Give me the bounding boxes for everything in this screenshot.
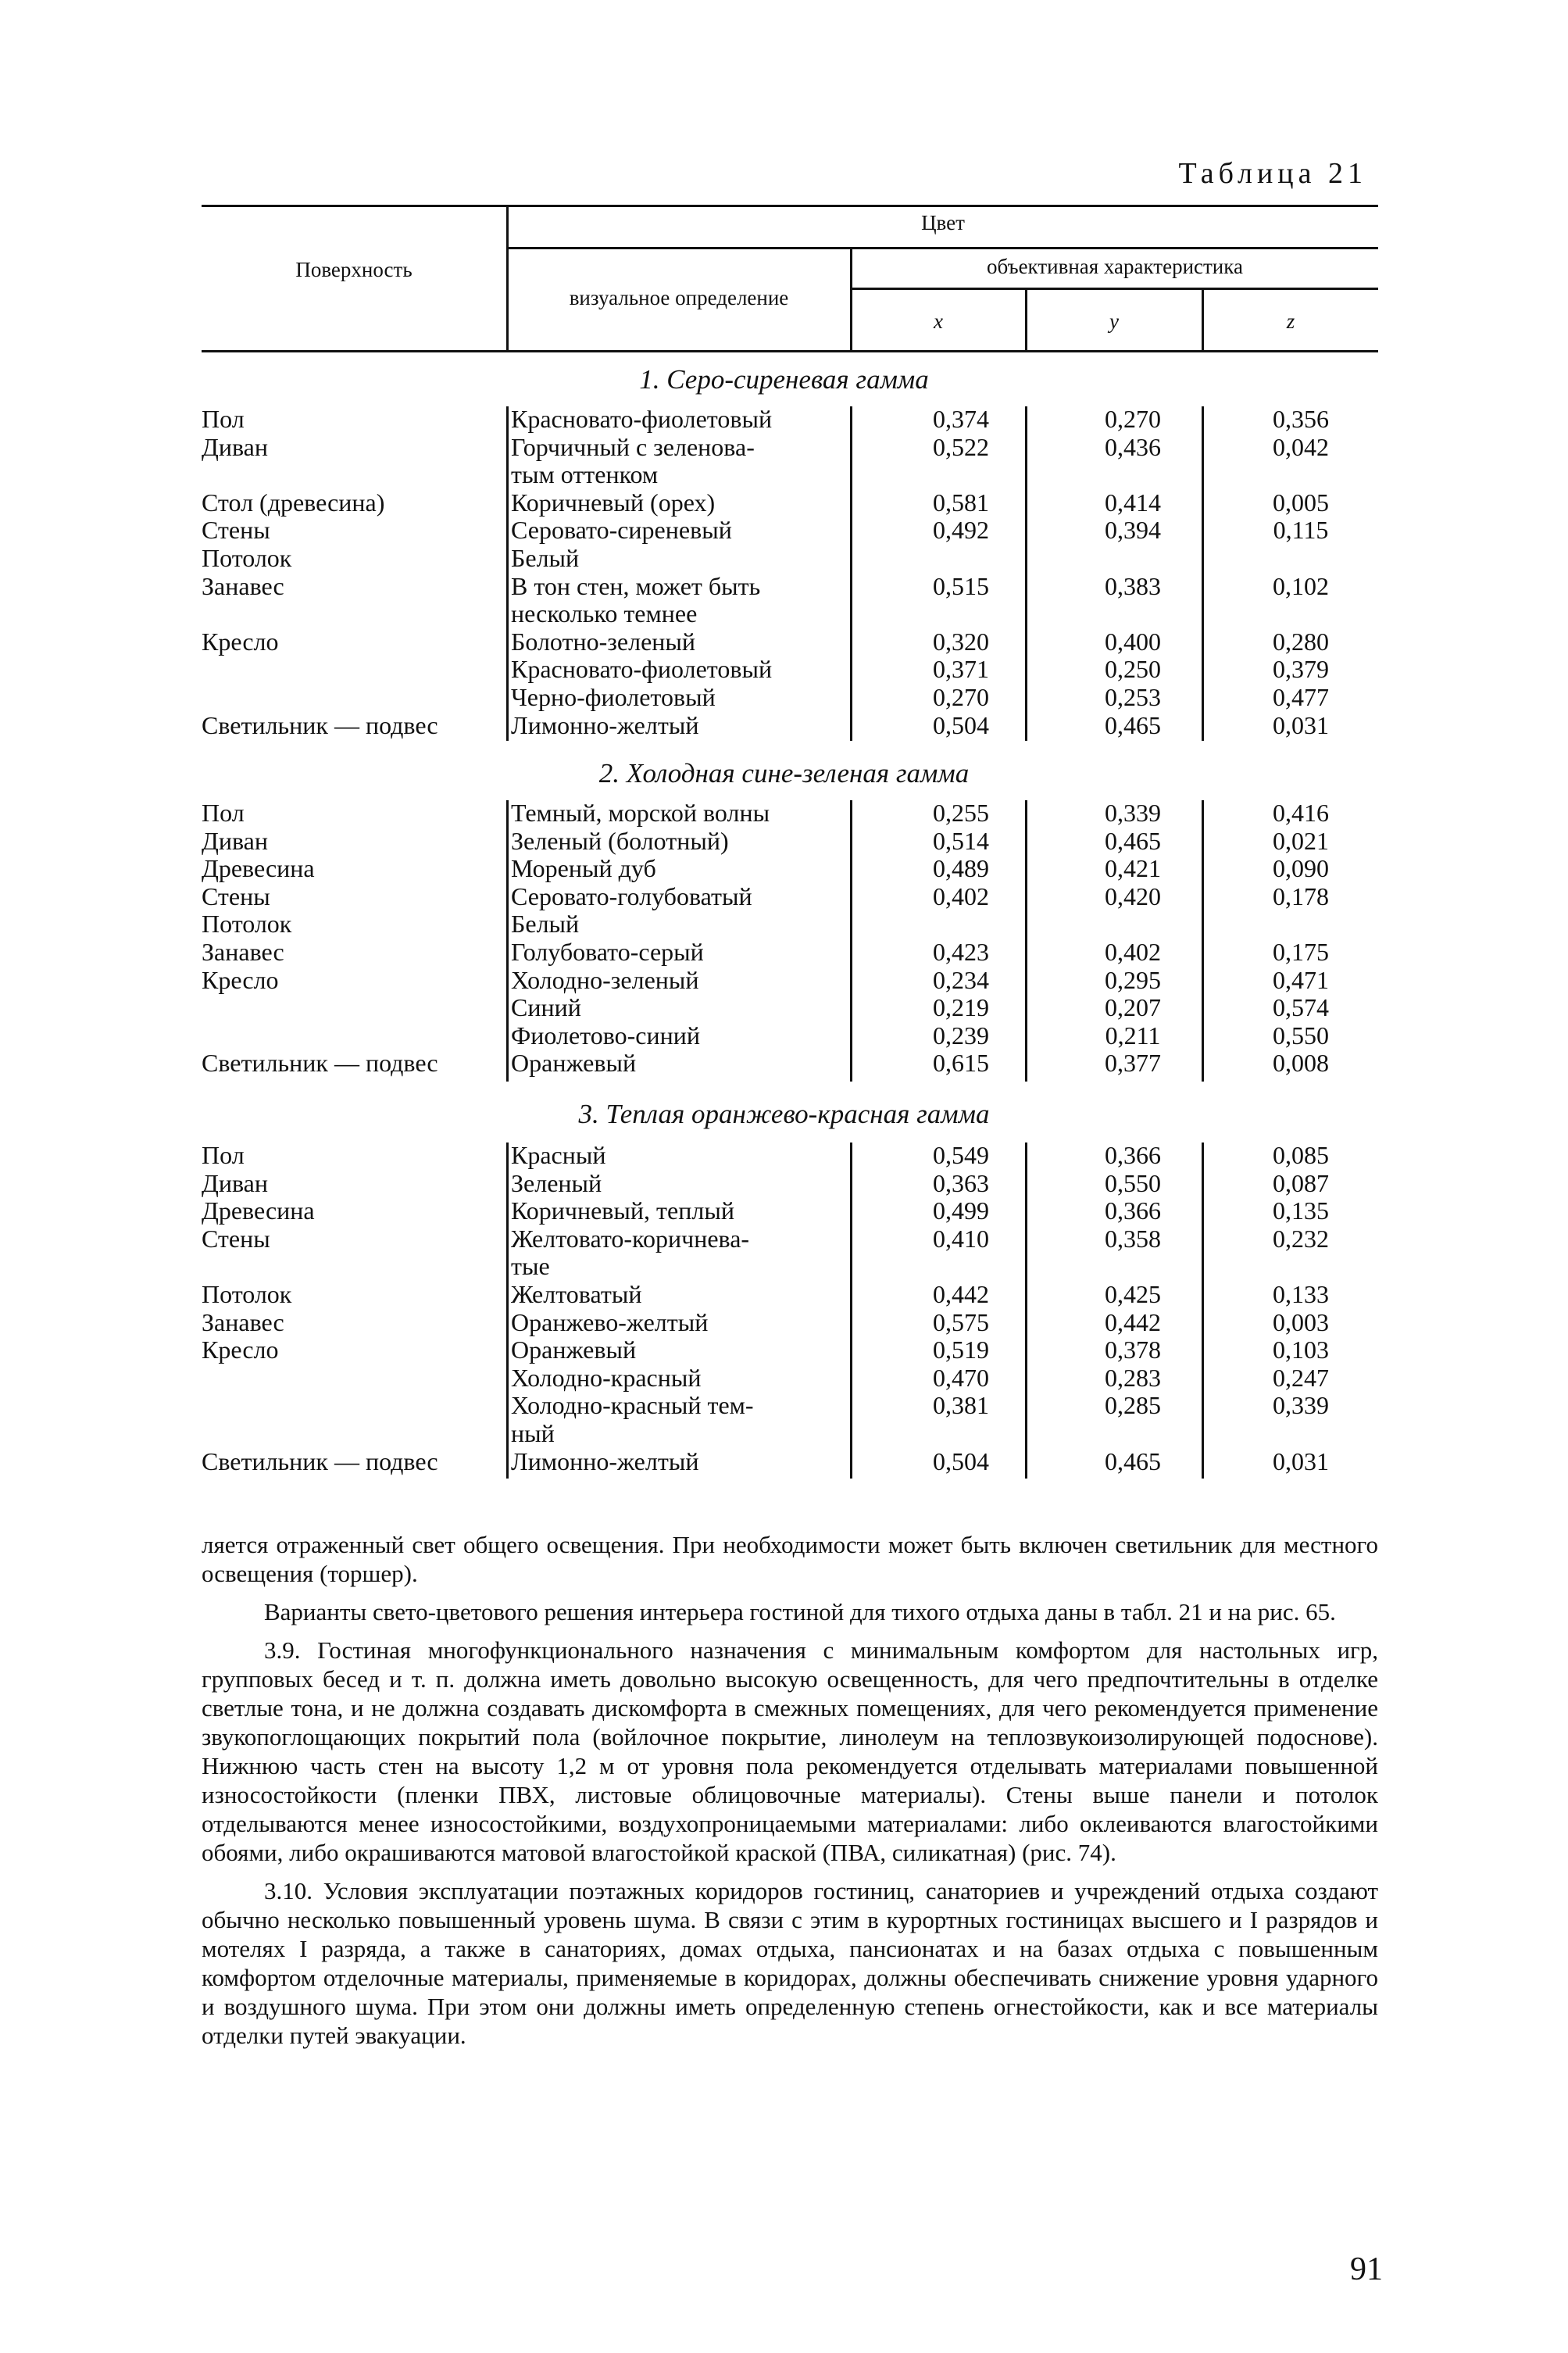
visual-cell: Белый	[511, 910, 580, 939]
visual-cell: Мореный дуб	[511, 854, 656, 883]
section-title: 1. Серо-сиреневая гамма	[639, 364, 929, 395]
section-title: 2. Холодная сине-зеленая гамма	[598, 758, 970, 789]
x-value: 0,374	[933, 405, 989, 433]
table-row	[0, 544, 1568, 572]
x-value: 0,234	[933, 965, 989, 994]
y-value: 0,295	[1105, 965, 1161, 994]
y-value: 0,436	[1105, 432, 1161, 461]
y-value: 0,465	[1105, 1446, 1161, 1475]
z-value: 0,090	[1273, 854, 1329, 883]
z-value: 0,471	[1273, 965, 1329, 994]
visual-cell: Темный, морской волны	[511, 799, 770, 827]
table-row	[0, 628, 1568, 656]
x-value: 0,504	[933, 1446, 989, 1475]
surface-cell: Стены	[202, 516, 270, 545]
table-row	[0, 1308, 1568, 1336]
z-value: 0,280	[1273, 627, 1329, 656]
table-row	[0, 405, 1568, 433]
col-divider	[506, 800, 509, 1082]
z-value: 0,356	[1273, 405, 1329, 433]
x-value: 0,549	[933, 1141, 989, 1169]
table-row	[0, 683, 1568, 711]
section-title: 3. Теплая оранжево-красная гамма	[578, 1099, 990, 1129]
x-value: 0,381	[933, 1391, 989, 1420]
visual-cell: Зеленый	[511, 1168, 602, 1197]
visual-cell: Желтовато-коричнева-	[511, 1224, 750, 1253]
z-value: 0,031	[1273, 1446, 1329, 1475]
table-row	[0, 1280, 1568, 1308]
z-value: 0,115	[1273, 516, 1329, 545]
col-divider	[850, 406, 852, 741]
visual-cell: Белый	[511, 544, 580, 572]
col-divider	[1202, 1143, 1204, 1479]
y-value: 0,366	[1105, 1196, 1161, 1225]
y-value: 0,378	[1105, 1336, 1161, 1364]
x-value: 0,504	[933, 710, 989, 739]
x-value: 0,615	[933, 1049, 989, 1078]
y-value: 0,442	[1105, 1307, 1161, 1336]
x-value: 0,410	[933, 1224, 989, 1253]
z-value: 0,008	[1273, 1049, 1329, 1078]
y-value: 0,465	[1105, 710, 1161, 739]
z-value: 0,031	[1273, 710, 1329, 739]
header-z: z	[1286, 309, 1295, 333]
table-row	[0, 799, 1568, 827]
z-value: 0,232	[1273, 1224, 1329, 1253]
visual-cell: Лимонно-желтый	[511, 1446, 699, 1475]
y-value: 0,207	[1105, 993, 1161, 1022]
y-value: 0,270	[1105, 405, 1161, 433]
z-value: 0,175	[1273, 938, 1329, 966]
header-color-rule	[508, 247, 1378, 249]
table-row	[0, 854, 1568, 882]
x-value: 0,499	[933, 1196, 989, 1225]
z-value: 0,477	[1273, 683, 1329, 711]
z-value: 0,416	[1273, 799, 1329, 827]
visual-cell: ный	[511, 1419, 555, 1447]
surface-cell: Кресло	[202, 1336, 279, 1364]
paragraph: 3.9. Гостиная многофункционального назначения с минимальным комфортом для настольных игр, групповых бесед и т. п. должна иметь довольно высокую освещенность, для чего предпочтительны в отделке светлые тона, и не должна создавать дискомфорта в смежных помещениях, для чего рекомендуется применение звукопоглощающих покрытий пола (войлочное покрытие, линолеум на теплозвукоизолирующей подоснове). Нижнюю часть стен на высоту 1,2 м от уровня пола рекомендуется отделывать материалами повышенной износостойкости (пленки ПВХ, листовые облицовочные материалы). Стены выше панели и потолок отделываются менее износостойкими, воздухопроницаемыми материалами: либо оклеиваются влагостойкими обоями, либо окрашиваются матовой влагостойкой краской (ПВА, силикатная) (рис. 74).	[202, 1636, 1378, 1866]
visual-cell: Оранжевый	[511, 1049, 637, 1078]
table-row	[0, 1391, 1568, 1419]
surface-cell: Стены	[202, 1224, 270, 1253]
x-value: 0,402	[933, 881, 989, 910]
table-row	[0, 655, 1568, 683]
table-row	[0, 993, 1568, 1021]
table-row	[0, 488, 1568, 517]
surface-cell: Потолок	[202, 910, 292, 939]
surface-cell: Стол (древесина)	[202, 488, 385, 517]
y-value: 0,211	[1105, 1021, 1161, 1050]
z-value: 0,133	[1273, 1280, 1329, 1308]
y-value: 0,394	[1105, 516, 1161, 545]
col-divider	[1025, 800, 1027, 1082]
z-value: 0,102	[1273, 571, 1329, 600]
z-value: 0,178	[1273, 881, 1329, 910]
y-value: 0,358	[1105, 1224, 1161, 1253]
table-row	[0, 1336, 1568, 1364]
y-value: 0,550	[1105, 1168, 1161, 1197]
surface-cell: Древесина	[202, 854, 315, 883]
surface-cell: Пол	[202, 799, 245, 827]
col-divider	[850, 1143, 852, 1479]
x-value: 0,514	[933, 826, 989, 855]
surface-cell: Пол	[202, 1141, 245, 1169]
header-objective-rule	[852, 288, 1378, 290]
y-value: 0,285	[1105, 1391, 1161, 1420]
body-text	[202, 1530, 1378, 2059]
table-row	[0, 1252, 1568, 1280]
visual-cell: Оранжевый	[511, 1336, 637, 1364]
surface-cell: Стены	[202, 881, 270, 910]
col-divider	[850, 800, 852, 1082]
surface-cell: Древесина	[202, 1196, 315, 1225]
z-value: 0,021	[1273, 826, 1329, 855]
table-row	[0, 1225, 1568, 1253]
x-value: 0,270	[933, 683, 989, 711]
visual-cell: Коричневый (орех)	[511, 488, 716, 517]
col-divider	[1025, 1143, 1027, 1479]
page-number: 91	[1350, 2251, 1383, 2287]
surface-cell: Потолок	[202, 544, 292, 572]
surface-cell: Занавес	[202, 571, 284, 600]
y-value: 0,414	[1105, 488, 1161, 517]
z-value: 0,103	[1273, 1336, 1329, 1364]
table-row	[0, 966, 1568, 994]
col-divider	[506, 406, 509, 741]
table-row	[0, 1021, 1568, 1050]
table-row	[0, 1169, 1568, 1197]
visual-cell: Красновато-фиолетовый	[511, 655, 773, 684]
visual-cell: Холодно-красный	[511, 1363, 702, 1392]
visual-cell: Коричневый, теплый	[511, 1196, 734, 1225]
paragraph: Варианты свето-цветового решения интерьера гостиной для тихого отдыха даны в табл. 21 и на рис. 65.	[264, 1598, 1336, 1625]
table-row	[0, 1049, 1568, 1077]
y-value: 0,383	[1105, 571, 1161, 600]
y-value: 0,402	[1105, 938, 1161, 966]
visual-cell: В тон стен, может быть	[511, 571, 761, 600]
z-value: 0,339	[1273, 1391, 1329, 1420]
z-value: 0,005	[1273, 488, 1329, 517]
table-row	[0, 882, 1568, 910]
y-value: 0,366	[1105, 1141, 1161, 1169]
surface-cell: Пол	[202, 405, 245, 433]
visual-cell: Лимонно-желтый	[511, 710, 699, 739]
table-row	[0, 433, 1568, 461]
visual-cell: Серовато-голубоватый	[511, 881, 752, 910]
table-row	[0, 1364, 1568, 1392]
z-value: 0,085	[1273, 1141, 1329, 1169]
x-value: 0,581	[933, 488, 989, 517]
surface-cell: Занавес	[202, 938, 284, 966]
y-value: 0,400	[1105, 627, 1161, 656]
table-row	[0, 572, 1568, 600]
table-caption: Таблица 21	[1178, 157, 1367, 190]
surface-cell: Диван	[202, 432, 268, 461]
x-value: 0,519	[933, 1336, 989, 1364]
col-divider	[1202, 406, 1204, 741]
table-row	[0, 711, 1568, 739]
surface-cell: Светильник — подвес	[202, 1446, 438, 1475]
table-row	[0, 910, 1568, 938]
x-value: 0,423	[933, 938, 989, 966]
x-value: 0,239	[933, 1021, 989, 1050]
visual-cell: несколько темнее	[511, 599, 698, 628]
z-value: 0,042	[1273, 432, 1329, 461]
visual-cell: Зеленый (болотный)	[511, 826, 729, 855]
x-value: 0,363	[933, 1168, 989, 1197]
visual-cell: Болотно-зеленый	[511, 627, 696, 656]
y-value: 0,421	[1105, 854, 1161, 883]
y-value: 0,420	[1105, 881, 1161, 910]
visual-cell: Горчичный с зеленова-	[511, 432, 755, 461]
col-divider	[1202, 800, 1204, 1082]
x-value: 0,515	[933, 571, 989, 600]
y-value: 0,253	[1105, 683, 1161, 711]
table-row	[0, 1447, 1568, 1475]
y-value: 0,465	[1105, 826, 1161, 855]
table-row	[0, 1141, 1568, 1169]
visual-cell: Красный	[511, 1141, 606, 1169]
col-divider	[506, 1143, 509, 1479]
surface-cell: Светильник — подвес	[202, 1049, 438, 1078]
table-row	[0, 827, 1568, 855]
table-row	[0, 1419, 1568, 1447]
visual-cell: Холодно-зеленый	[511, 965, 699, 994]
table-row	[0, 1196, 1568, 1225]
y-value: 0,283	[1105, 1363, 1161, 1392]
z-value: 0,247	[1273, 1363, 1329, 1392]
x-value: 0,442	[933, 1280, 989, 1308]
paragraph: ляется отраженный свет общего освещения. При необходимости может быть включен светильник для местного освещения (торшер).	[202, 1531, 1378, 1587]
visual-cell: Фиолетово-синий	[511, 1021, 700, 1050]
header-y: y	[1109, 309, 1119, 333]
x-value: 0,522	[933, 432, 989, 461]
x-value: 0,492	[933, 516, 989, 545]
table-top-rule	[202, 205, 1378, 207]
table-row	[0, 938, 1568, 966]
x-value: 0,470	[933, 1363, 989, 1392]
visual-cell: Черно-фиолетовый	[511, 683, 716, 711]
surface-cell: Занавес	[202, 1307, 284, 1336]
table-row	[0, 516, 1568, 544]
visual-cell: Оранжево-желтый	[511, 1307, 709, 1336]
header-color: Цвет	[921, 211, 965, 234]
y-value: 0,377	[1105, 1049, 1161, 1078]
z-value: 0,574	[1273, 993, 1329, 1022]
header-surface: Поверхность	[295, 258, 413, 281]
table-row	[0, 599, 1568, 628]
visual-cell: Голубовато-серый	[511, 938, 704, 966]
header-x: x	[934, 309, 943, 333]
y-value: 0,250	[1105, 655, 1161, 684]
header-objective: объективная характеристика	[987, 255, 1243, 278]
surface-cell: Кресло	[202, 627, 279, 656]
visual-cell: Серовато-сиреневый	[511, 516, 732, 545]
visual-cell: Синий	[511, 993, 581, 1022]
header-visual: визуальное определение	[569, 286, 789, 309]
x-value: 0,371	[933, 655, 989, 684]
surface-cell: Диван	[202, 1168, 268, 1197]
surface-cell: Потолок	[202, 1280, 292, 1308]
visual-cell: тые	[511, 1252, 550, 1281]
z-value: 0,135	[1273, 1196, 1329, 1225]
visual-cell: Красновато-фиолетовый	[511, 405, 773, 433]
x-value: 0,255	[933, 799, 989, 827]
col-divider	[1025, 406, 1027, 741]
paragraph: 3.10. Условия эксплуатации поэтажных коридоров гостиниц, санаториев и учреждений отдыха создают обычно несколько повышенный уровень шума. В связи с этим в курортных гостиницах высшего и I разрядов и мотелях I разряда, а также в санаториях, домах отдыха, пансионатах и на базах отдыха с повышенным комфортом отделочные материалы, применяемые в коридорах, должны обеспечивать снижение уровня ударного и воздушного шума. При этом они должны иметь определенную степень огнестойкости, как и все материалы отделки путей эвакуации.	[202, 1877, 1378, 2049]
z-value: 0,550	[1273, 1021, 1329, 1050]
table-row	[0, 460, 1568, 488]
x-value: 0,320	[933, 627, 989, 656]
surface-cell: Диван	[202, 826, 268, 855]
visual-cell: тым оттенком	[511, 460, 659, 489]
z-value: 0,379	[1273, 655, 1329, 684]
surface-cell: Светильник — подвес	[202, 710, 438, 739]
y-value: 0,425	[1105, 1280, 1161, 1308]
surface-cell: Кресло	[202, 965, 279, 994]
y-value: 0,339	[1105, 799, 1161, 827]
x-value: 0,489	[933, 854, 989, 883]
z-value: 0,087	[1273, 1168, 1329, 1197]
x-value: 0,575	[933, 1307, 989, 1336]
visual-cell: Желтоватый	[511, 1280, 642, 1308]
x-value: 0,219	[933, 993, 989, 1022]
z-value: 0,003	[1273, 1307, 1329, 1336]
visual-cell: Холодно-красный тем-	[511, 1391, 754, 1420]
